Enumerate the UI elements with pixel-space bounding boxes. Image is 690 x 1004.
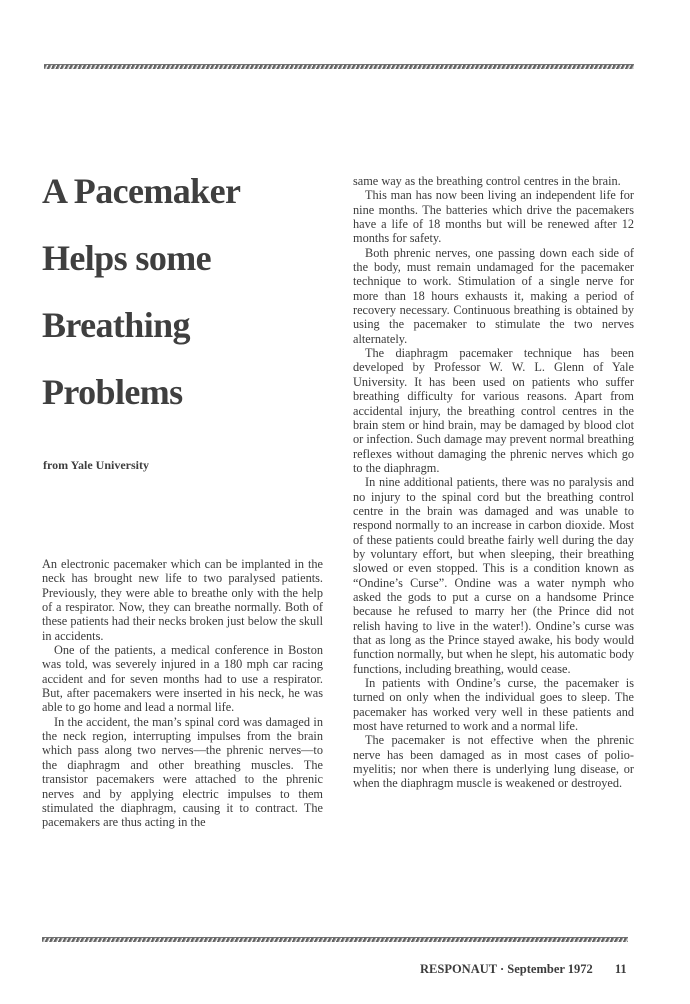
title-line: Helps some (42, 238, 211, 278)
article-title (42, 168, 332, 436)
bottom-decorative-rule (42, 937, 628, 942)
paragraph: In nine additional patients, there was no paralysis and no injury to the spinal cord but the breathing control centre in the brain was damaged and was unable to respond normally to an increase in carbon dioxide. Most of these patients could breathe fairly well during the day by voluntary effort, but when sleeping, their breathing slowed or even stopped. This is a condition known as “Ondine’s Curse”. Ondine was a water nymph who asked the gods to put a curse on a handsome Prince because he refused to marry her (the Prince did not relish having to live in the water!). Ondine’s curse was that as long as the Prince stayed awake, his body would function normally, but when he slept, his automatic body functions, including breathing, would cease. (353, 475, 634, 676)
title-line: Problems (42, 372, 183, 412)
paragraph: In the accident, the man’s spinal cord was damaged in the neck region, interrupting impulses from the brain which pass along two nerves—the phrenic nerves—to the diaphragm and other breathing muscles. The transistor pacemakers were attached to the phrenic nerves and by applying electric impulses to them stimulated the diaphragm, causing it to contract. The pacemakers are thus acting in the (42, 714, 323, 830)
page-number: 11 (614, 962, 627, 976)
top-decorative-rule (44, 64, 634, 69)
title-line: A Pacemaker (42, 171, 241, 211)
paragraph: This man has now been living an independent life for nine months. The batteries which drive the pacemakers have a life of 18 months but will be renewed after 12 months for safety. (353, 188, 634, 246)
paragraph: Both phrenic nerves, one passing down each side of the body, must remain undamaged for the pacemaker technique to work. Stimulation of a single nerve for more than 18 hours exhausts it, making a period of recovery necessary. Continuous breathing is obtained by using the pacemaker to stimulate the two nerves alternately. (353, 245, 634, 346)
publication-info: RESPONAUT · September 1972 (420, 962, 593, 976)
paragraph: One of the patients, a medical conference in Boston was told, was severely injured in a 180 mph car racing accident and for seven months had to use a respirator. But, after pacemakers were inserted in his neck, he was able to go home and lead a normal life. (42, 643, 323, 715)
article-byline: from Yale University (43, 458, 149, 472)
left-text-column (42, 557, 323, 830)
paragraph: The diaphragm pacemaker technique has been developed by Professor W. W. L. Glenn of Yale University. It has been used on patients who suffer breathing difficulty for various reasons. Apart from accidental injury, the breathing control centres in the brain stem or hind brain, may be damaged by blood clot or infection. Such damage may prevent normal breathing reflexes without damaging the phrenic nerves which go to the diaphragm. (353, 346, 634, 475)
title-line: Breathing (42, 305, 190, 345)
paragraph: In patients with Ondine’s curse, the pacemaker is turned on only when the individual goes to sleep. The pacemaker has worked very well in these patients and most have returned to work and a normal life. (353, 676, 634, 734)
paragraph: An electronic pacemaker which can be implanted in the neck has brought new life to two paralysed patients. Previously, they were able to breathe only with the help of a respirator. Now, they can breathe normally. Both of these patients had their necks broken just below the skull in accidents. (42, 557, 323, 643)
right-text-column (353, 174, 634, 791)
page-footer (420, 962, 627, 977)
paragraph: The pacemaker is not effective when the phrenic nerve has been damaged as in most cases of poliomyelitis; nor when there is underlying lung disease, or when the diaphragm muscle is weakened or destroyed. (353, 733, 634, 791)
paragraph: same way as the breathing control centres in the brain. (353, 174, 621, 188)
